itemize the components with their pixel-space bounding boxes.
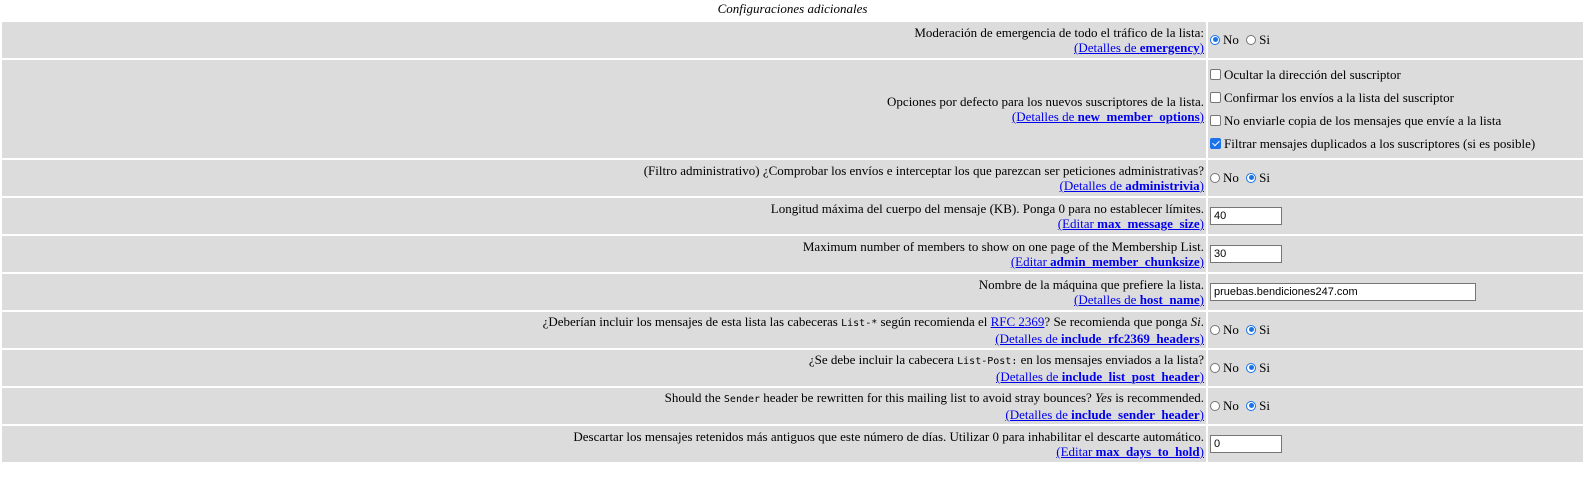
radio-rfc2369-si[interactable]: Si bbox=[1246, 322, 1270, 338]
checkbox-unchecked-icon bbox=[1210, 69, 1221, 80]
setting-row-host-name bbox=[2, 274, 1583, 310]
setting-row-new-member-options bbox=[2, 60, 1583, 158]
setting-label-cell bbox=[2, 388, 1206, 424]
checkbox-unchecked-icon bbox=[1210, 115, 1221, 126]
setting-label: (Filtro administrativo) ¿Comprobar los envíos e interceptar los que parezcan ser peticiones administrativas? bbox=[643, 163, 1204, 178]
setting-row-administrivia bbox=[2, 160, 1583, 196]
details-link-administrivia[interactable]: (Detalles de administrivia) bbox=[1059, 178, 1204, 193]
setting-label: ¿Se debe incluir la cabecera List-Post: en los mensajes enviados a la lista? bbox=[808, 352, 1204, 367]
setting-value-cell bbox=[1208, 426, 1583, 462]
radio-unselected-icon bbox=[1210, 363, 1220, 373]
radio-sender-no[interactable]: No bbox=[1210, 398, 1239, 414]
radio-unselected-icon bbox=[1210, 401, 1220, 411]
setting-value-cell bbox=[1208, 274, 1583, 310]
setting-label: Opciones por defecto para los nuevos suscriptores de la lista. bbox=[887, 94, 1204, 109]
setting-label-cell bbox=[2, 198, 1206, 234]
setting-row-include-sender-header bbox=[2, 388, 1583, 424]
setting-label-cell bbox=[2, 312, 1206, 348]
setting-row-emergency bbox=[2, 22, 1583, 58]
setting-row-include-rfc2369-headers bbox=[2, 312, 1583, 348]
setting-value-cell bbox=[1208, 388, 1583, 424]
details-link-host-name[interactable]: (Detalles de host_name) bbox=[1074, 292, 1204, 307]
radio-selected-icon bbox=[1246, 363, 1256, 373]
setting-value-cell bbox=[1208, 160, 1583, 196]
radio-unselected-icon bbox=[1210, 325, 1220, 335]
radio-list-post-si[interactable]: Si bbox=[1246, 360, 1270, 376]
setting-value-cell bbox=[1208, 350, 1583, 386]
radio-administrivia-no[interactable]: No bbox=[1210, 170, 1239, 186]
setting-label-cell bbox=[2, 160, 1206, 196]
setting-label: Longitud máxima del cuerpo del mensaje (KB). Ponga 0 para no establecer límites. bbox=[770, 201, 1204, 216]
checkbox-confirm-posts[interactable]: Confirmar los envíos a la lista del suscriptor bbox=[1210, 86, 1581, 109]
radio-selected-icon bbox=[1246, 173, 1256, 183]
radio-selected-icon bbox=[1246, 401, 1256, 411]
radio-unselected-icon bbox=[1246, 35, 1256, 45]
setting-row-max-days-to-hold bbox=[2, 426, 1583, 462]
setting-label-cell bbox=[2, 426, 1206, 462]
radio-sender-si[interactable]: Si bbox=[1246, 398, 1270, 414]
radio-selected-icon bbox=[1246, 325, 1256, 335]
setting-label: Should the Sender header be rewritten for this mailing list to avoid stray bounces? Yes is recommended. bbox=[664, 390, 1204, 405]
radio-rfc2369-no[interactable]: No bbox=[1210, 322, 1239, 338]
admin-member-chunksize-input[interactable] bbox=[1210, 245, 1282, 263]
setting-row-admin-member-chunksize bbox=[2, 236, 1583, 272]
radio-emergency-no[interactable]: No bbox=[1210, 32, 1239, 48]
setting-label: Nombre de la máquina que prefiere la lista. bbox=[978, 277, 1204, 292]
setting-value-cell bbox=[1208, 198, 1583, 234]
max-message-size-input[interactable] bbox=[1210, 207, 1282, 225]
setting-row-include-list-post-header bbox=[2, 350, 1583, 386]
edit-link-max-days-to-hold[interactable]: (Editar max_days_to_hold) bbox=[1056, 444, 1204, 459]
radio-emergency-si[interactable]: Si bbox=[1246, 32, 1270, 48]
radio-unselected-icon bbox=[1210, 173, 1220, 183]
edit-link-admin-member-chunksize[interactable]: (Editar admin_member_chunksize) bbox=[1010, 254, 1204, 269]
setting-value-cell bbox=[1208, 312, 1583, 348]
host-name-input[interactable] bbox=[1210, 283, 1476, 301]
radio-administrivia-si[interactable]: Si bbox=[1246, 170, 1270, 186]
setting-value-cell bbox=[1208, 236, 1583, 272]
details-link-include-list-post-header[interactable]: (Detalles de include_list_post_header) bbox=[995, 369, 1204, 384]
setting-row-max-message-size bbox=[2, 198, 1583, 234]
setting-label: Descartar los mensajes retenidos más antiguos que este número de días. Utilizar 0 para inhabilitar el descarte automático. bbox=[573, 429, 1204, 444]
checkbox-no-copy[interactable]: No enviarle copia de los mensajes que envíe a la lista bbox=[1210, 109, 1581, 132]
setting-value-cell bbox=[1208, 60, 1583, 158]
max-days-to-hold-input[interactable] bbox=[1210, 435, 1282, 453]
setting-label: Maximum number of members to show on one page of the Membership List. bbox=[802, 239, 1204, 254]
details-link-include-sender-header[interactable]: (Detalles de include_sender_header) bbox=[1005, 407, 1204, 422]
setting-label-cell bbox=[2, 60, 1206, 158]
details-link-include-rfc2369-headers[interactable]: (Detalles de include_rfc2369_headers) bbox=[995, 331, 1204, 346]
edit-link-max-message-size[interactable]: (Editar max_message_size) bbox=[1057, 216, 1204, 231]
rfc2369-link[interactable]: RFC 2369 bbox=[990, 314, 1045, 329]
radio-selected-icon bbox=[1210, 35, 1220, 45]
radio-list-post-no[interactable]: No bbox=[1210, 360, 1239, 376]
checkbox-hide-address[interactable]: Ocultar la dirección del suscriptor bbox=[1210, 63, 1581, 86]
checkbox-unchecked-icon bbox=[1210, 92, 1221, 103]
section-title: Configuraciones adicionales bbox=[717, 1, 868, 16]
setting-label: Moderación de emergencia de todo el tráfico de la lista: bbox=[914, 25, 1204, 40]
details-link-emergency[interactable]: (Detalles de emergency) bbox=[1074, 40, 1204, 55]
settings-table bbox=[0, 20, 1585, 464]
setting-label: ¿Deberían incluir los mensajes de esta lista las cabeceras List-* según recomienda el RFC 2369? Se recomienda que ponga Si. bbox=[542, 314, 1204, 329]
checkbox-checked-icon bbox=[1210, 138, 1221, 149]
setting-label-cell bbox=[2, 350, 1206, 386]
setting-value-cell bbox=[1208, 22, 1583, 58]
details-link-new-member-options[interactable]: (Detalles de new_member_options) bbox=[1011, 109, 1204, 124]
setting-label-cell bbox=[2, 274, 1206, 310]
setting-label-cell bbox=[2, 22, 1206, 58]
setting-label-cell bbox=[2, 236, 1206, 272]
checkbox-filter-duplicates[interactable]: Filtrar mensajes duplicados a los suscriptores (si es posible) bbox=[1210, 132, 1581, 155]
